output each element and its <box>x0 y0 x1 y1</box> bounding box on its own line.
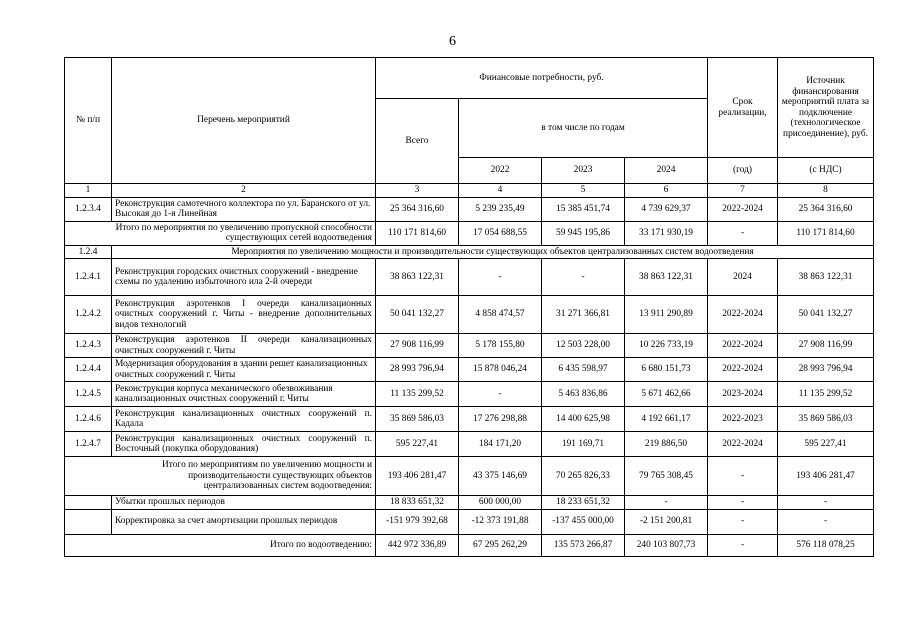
row-2022: 184 171,20 <box>459 432 542 457</box>
row-term: 2022-2023 <box>708 407 778 432</box>
row-2023: 12 503 228,00 <box>542 334 625 358</box>
row-2023: - <box>542 259 625 296</box>
row-2024: 240 103 807,73 <box>625 534 708 556</box>
table-row <box>65 197 874 221</box>
row-2023: 6 435 598,97 <box>542 358 625 382</box>
row-num: 1.2.4.1 <box>65 259 112 296</box>
header-term: Срок реализации, <box>708 58 778 158</box>
subtotal-label: Итого по мероприятиям по увеличению мощности и производительности существующих объектов централизованных систем водоотведения: <box>112 457 376 496</box>
col-index: 7 <box>708 184 778 198</box>
grand-total-label: Итого по водоотведению: <box>65 534 376 556</box>
row-source: 193 406 281,47 <box>778 457 874 496</box>
row-source: - <box>778 509 874 534</box>
col-index: 1 <box>65 184 112 198</box>
row-name: Корректировка за счет амортизации прошлых периодов <box>112 509 376 534</box>
row-num: 1.2.4.5 <box>65 382 112 407</box>
row-name: Реконструкция самотечного коллектора по ул. Баранского от ул. Высокая до 1-я Линейная <box>112 197 376 221</box>
row-term: 2022-2024 <box>708 432 778 457</box>
row-num: 1.2.3.4 <box>65 197 112 221</box>
subtotal-row <box>65 457 874 496</box>
header-source: Источник финансирования мероприятий плата за подключение (технологическое присоединение), руб. <box>778 58 874 158</box>
row-name: Реконструкция аэротенков I очереди канализационных очистных сооружений г. Читы - внедрение дополнительных видов технологий <box>112 296 376 334</box>
row-2022: 15 878 046,24 <box>459 358 542 382</box>
row-total: 27 908 116,99 <box>376 334 459 358</box>
header-by-years: в том числе по годам <box>459 99 708 158</box>
row-name: Реконструкция канализационных очистных сооружений п. Восточный (покупка оборудования) <box>112 432 376 457</box>
col-index: 5 <box>542 184 625 198</box>
table-row <box>65 296 874 334</box>
subtotal-label: Итого по мероприятия по увеличению пропускной способности существующих сетей водоотведения <box>65 221 376 245</box>
row-term: 2022-2024 <box>708 197 778 221</box>
row-num: 1.2.4.4 <box>65 358 112 382</box>
row-term: - <box>708 457 778 496</box>
table-row <box>65 432 874 457</box>
row-2022: -12 373 191,88 <box>459 509 542 534</box>
row-source: 35 869 586,03 <box>778 407 874 432</box>
row-name: Реконструкция аэротенков II очереди канализационных очистных сооружений г. Читы <box>112 334 376 358</box>
row-source: 11 135 299,52 <box>778 382 874 407</box>
row-source: 28 993 796,94 <box>778 358 874 382</box>
row-2024: 5 671 462,66 <box>625 382 708 407</box>
row-2024: 6 680 151,73 <box>625 358 708 382</box>
header-year-2022: 2022 <box>459 158 542 184</box>
row-total: 50 041 132,27 <box>376 296 459 334</box>
row-2024: 10 226 733,19 <box>625 334 708 358</box>
col-index: 2 <box>112 184 376 198</box>
row-2023: 59 945 195,86 <box>542 221 625 245</box>
row-2024: 4 739 629,37 <box>625 197 708 221</box>
row-source: 38 863 122,31 <box>778 259 874 296</box>
row-2023: 135 573 266,87 <box>542 534 625 556</box>
row-2024: 33 171 930,19 <box>625 221 708 245</box>
row-total: 28 993 796,94 <box>376 358 459 382</box>
row-num: 1.2.4.3 <box>65 334 112 358</box>
row-2024: 4 192 661,17 <box>625 407 708 432</box>
header-source-unit: (с НДС) <box>778 158 874 184</box>
row-term: - <box>708 534 778 556</box>
table-row <box>65 407 874 432</box>
table-row <box>65 496 874 510</box>
header-term-unit: (год) <box>708 158 778 184</box>
section-row <box>65 245 874 259</box>
section-num: 1.2.4 <box>65 245 112 259</box>
row-2023: 191 169,71 <box>542 432 625 457</box>
row-total: 25 364 316,60 <box>376 197 459 221</box>
table-row <box>65 358 874 382</box>
row-term: 2022-2024 <box>708 334 778 358</box>
row-2024: -2 151 200,81 <box>625 509 708 534</box>
row-2024: 79 765 308,45 <box>625 457 708 496</box>
row-source: 27 908 116,99 <box>778 334 874 358</box>
header-year-2024: 2024 <box>625 158 708 184</box>
row-2022: 17 276 298,88 <box>459 407 542 432</box>
row-2022: 67 295 262,29 <box>459 534 542 556</box>
row-2022: 5 239 235,49 <box>459 197 542 221</box>
row-source: 25 364 316,60 <box>778 197 874 221</box>
row-2022: 600 000,00 <box>459 496 542 510</box>
col-index: 4 <box>459 184 542 198</box>
row-2023: 31 271 366,81 <box>542 296 625 334</box>
header-num: № п/п <box>65 58 112 184</box>
row-name: Реконструкция городских очистных сооружений - внедрение схемы по удалению избыточного ила 2-й очереди <box>112 259 376 296</box>
row-term: 2022-2024 <box>708 296 778 334</box>
header-year-2023: 2023 <box>542 158 625 184</box>
row-2023: 15 385 451,74 <box>542 197 625 221</box>
row-2024: 219 886,50 <box>625 432 708 457</box>
row-term: - <box>708 221 778 245</box>
row-term: 2022-2024 <box>708 358 778 382</box>
row-source: 576 118 078,25 <box>778 534 874 556</box>
row-num: 1.2.4.2 <box>65 296 112 334</box>
row-term: - <box>708 496 778 510</box>
row-term: - <box>708 509 778 534</box>
row-2022: 17 054 688,55 <box>459 221 542 245</box>
row-2022: 4 858 474,57 <box>459 296 542 334</box>
col-index: 3 <box>376 184 459 198</box>
row-num: 1.2.4.6 <box>65 407 112 432</box>
col-index: 6 <box>625 184 708 198</box>
row-total: 193 406 281,47 <box>376 457 459 496</box>
row-2022: 5 178 155,80 <box>459 334 542 358</box>
row-name: Реконструкция канализационных очистных сооружений п. Кадала <box>112 407 376 432</box>
row-total: 110 171 814,60 <box>376 221 459 245</box>
row-source: - <box>778 496 874 510</box>
row-total: 38 863 122,31 <box>376 259 459 296</box>
row-source: 50 041 132,27 <box>778 296 874 334</box>
row-total: 11 135 299,52 <box>376 382 459 407</box>
row-2024: 13 911 290,89 <box>625 296 708 334</box>
row-total: 595 227,41 <box>376 432 459 457</box>
row-name: Убытки прошлых периодов <box>112 496 376 510</box>
row-num: 1.2.4.7 <box>65 432 112 457</box>
header-financial-needs: Финансовые потребности, руб. <box>376 58 708 99</box>
header-list: Перечень мероприятий <box>112 58 376 184</box>
table-row <box>65 509 874 534</box>
row-2023: -137 455 000,00 <box>542 509 625 534</box>
row-2023: 14 400 625,98 <box>542 407 625 432</box>
row-source: 595 227,41 <box>778 432 874 457</box>
row-2024: 38 863 122,31 <box>625 259 708 296</box>
row-2022: - <box>459 382 542 407</box>
table-row <box>65 259 874 296</box>
row-total: 35 869 586,03 <box>376 407 459 432</box>
row-name: Реконструкция корпуса механического обезвоживания канализационных очистных сооружений г. Читы <box>112 382 376 407</box>
row-term: 2024 <box>708 259 778 296</box>
row-name: Модернизация оборудования в здании решет канализационных очистных сооружений г. Читы <box>112 358 376 382</box>
table-row <box>65 382 874 407</box>
row-term: 2023-2024 <box>708 382 778 407</box>
page-number: 6 <box>449 34 456 49</box>
row-source: 110 171 814,60 <box>778 221 874 245</box>
row-total: 442 972 336,89 <box>376 534 459 556</box>
row-2023: 70 265 826,33 <box>542 457 625 496</box>
row-2023: 18 233 651,32 <box>542 496 625 510</box>
row-2023: 5 463 836,86 <box>542 382 625 407</box>
grand-total-row <box>65 534 874 556</box>
financing-table <box>64 57 874 557</box>
table-row <box>65 334 874 358</box>
row-2022: - <box>459 259 542 296</box>
subtotal-row <box>65 221 874 245</box>
row-2022: 43 375 146,69 <box>459 457 542 496</box>
row-2024: - <box>625 496 708 510</box>
row-total: -151 979 392,68 <box>376 509 459 534</box>
row-total: 18 833 651,32 <box>376 496 459 510</box>
section-title: Мероприятия по увеличению мощности и производительности существующих объектов централизованных систем водоотведения <box>112 245 874 259</box>
col-index: 8 <box>778 184 874 198</box>
header-total: Всего <box>376 99 459 184</box>
